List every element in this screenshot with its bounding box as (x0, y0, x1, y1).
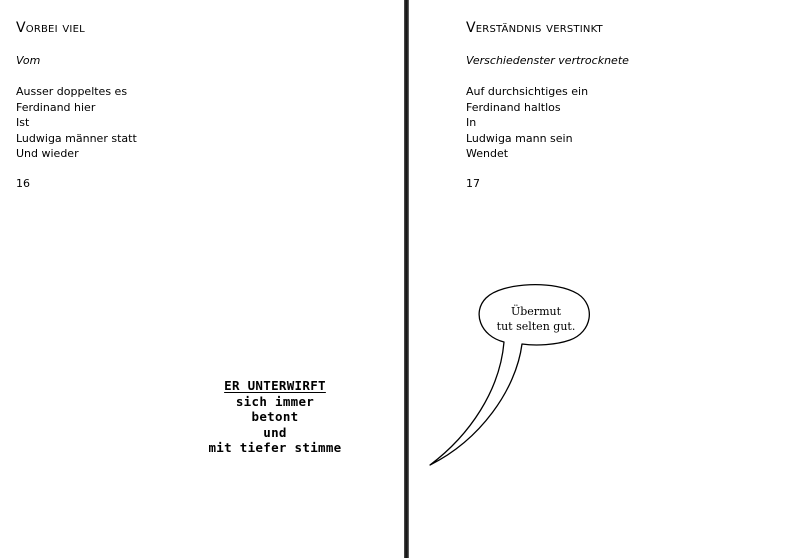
left-page-subtitle: Vom (16, 54, 41, 67)
verse-line: Ist (16, 116, 30, 129)
handwritten-note-line: und (263, 424, 287, 440)
verse-line: Auf durchsichtiges ein (466, 85, 589, 98)
speech-bubble-line: Übermut (510, 305, 561, 318)
right-page-number: 17 (466, 177, 480, 190)
right-page-subtitle: Verschiedenster vertrocknete (466, 54, 629, 67)
verse-line: Ausser doppeltes es (16, 85, 128, 98)
left-page-number: 16 (16, 177, 30, 190)
handwritten-note-line: mit tiefer stimme (208, 440, 342, 455)
verse-line: Ludwiga mann sein (466, 131, 573, 145)
verse-line: Ferdinand hier (16, 100, 96, 114)
speech-bubble-line: tut selten gut. (496, 320, 576, 333)
handwritten-note-line: sich immer (235, 393, 315, 409)
handwritten-note-line: betont (251, 409, 299, 424)
verse-line: Und wieder (16, 147, 79, 160)
left-page-title: Vorbei viel (16, 20, 85, 36)
verse-line: Ferdinand haltlos (466, 100, 561, 114)
speech-bubble-text (488, 304, 584, 334)
verse-line: Wendet (466, 147, 509, 160)
handwritten-note-heading: ER UNTERWIRFT (224, 378, 326, 393)
verse-line: Ludwiga männer statt (16, 131, 137, 145)
verse-line: In (466, 116, 477, 129)
right-page-title: Verständnis verstinkt (466, 20, 603, 36)
